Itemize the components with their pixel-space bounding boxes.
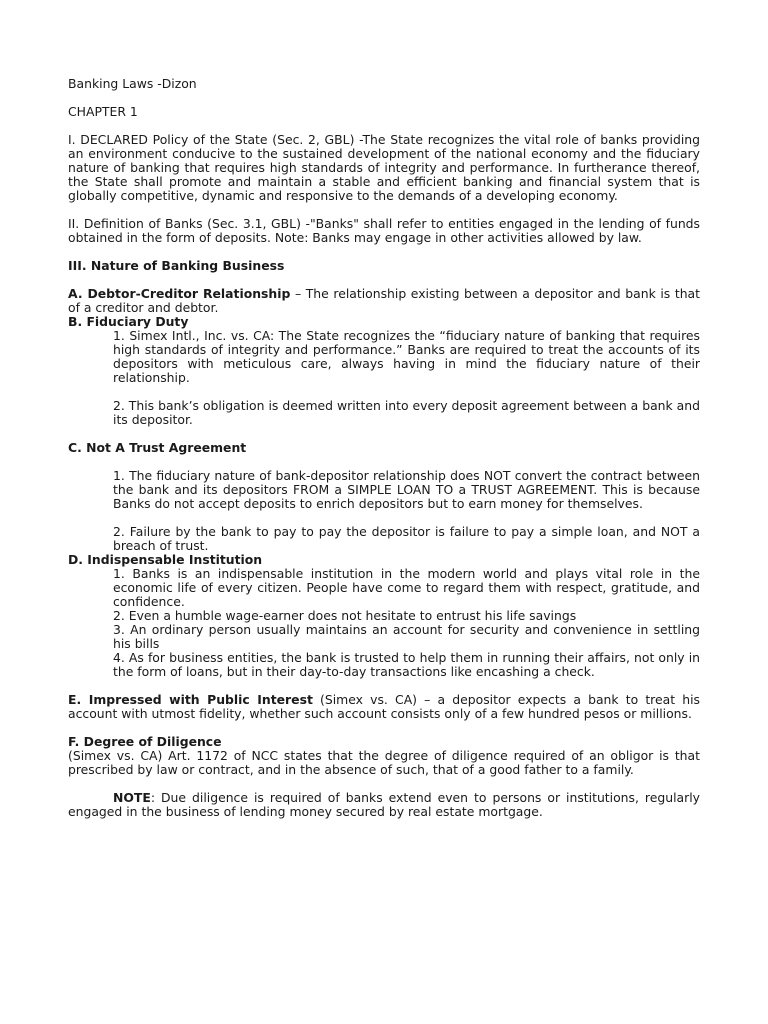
subsection-c-item-1: 1. The fiduciary nature of bank-depositor relationship does NOT convert the contract between the bank and its depositors FROM a SIMPLE LOAN TO a TRUST AGREEMENT. This is because Banks do not accept deposits to enrich depositors but to earn money for themselves. (113, 468, 700, 511)
subsection-b-item-1: 1. Simex Intl., Inc. vs. CA: The State recognizes the “fiduciary nature of banking that requires high standards of integrity and performance.” Banks are required to treat the accounts of its depositors with meticulous care, always having in mind the fiduciary nature of their relationship. (113, 328, 700, 385)
subsection-e (68, 693, 700, 721)
subsection-e-text: (Simex vs. CA) – a depositor expects a bank to treat his account with utmost fidelity, whether such account consists only of a few hundred pesos or millions. (68, 692, 700, 721)
subsection-a-heading: A. Debtor-Creditor Relationship (68, 286, 291, 301)
note-text: : Due diligence is required of banks extend even to persons or institutions, regularly engaged in the business of lending money secured by real estate mortgage. (68, 790, 700, 819)
subsection-a-text: – The relationship existing between a depositor and bank is that of a creditor and debtor. (68, 286, 700, 315)
document-title: Banking Laws -Dizon (68, 76, 197, 91)
subsection-f-text: (Simex vs. CA) Art. 1172 of NCC states that the degree of diligence required of an obligor is that prescribed by law or contract, and in the absence of such, that of a good father to a family. (68, 748, 700, 777)
subsection-a (68, 287, 700, 315)
section-definition-of-banks: II. Definition of Banks (Sec. 3.1, GBL) -"Banks" shall refer to entities engaged in the lending of funds obtained in the form of deposits. Note: Banks may engage in other activities allowed by law. (68, 216, 700, 245)
subsection-d-heading: D. Indispensable Institution (68, 552, 263, 567)
section-nature-heading: III. Nature of Banking Business (68, 258, 285, 273)
note-label: NOTE (113, 790, 151, 805)
document-body (68, 77, 700, 819)
subsection-d-item-4: 4. As for business entities, the bank is trusted to help them in running their affairs, not only in the form of loans, but in their day-to-day transactions like encashing a check. (113, 650, 700, 679)
subsection-b-heading: B. Fiduciary Duty (68, 314, 189, 329)
subsection-f-note (68, 791, 700, 819)
subsection-d-item-3: 3. An ordinary person usually maintains an account for security and convenience in settling his bills (113, 622, 700, 651)
subsection-b-item-2: 2. This bank’s obligation is deemed written into every deposit agreement between a bank and its depositor. (113, 398, 700, 427)
subsection-d-item-1: 1. Banks is an indispensable institution in the modern world and plays vital role in the economic life of every citizen. People have come to regard them with respect, gratitude, and confidence. (113, 566, 700, 609)
subsection-f-heading: F. Degree of Diligence (68, 734, 222, 749)
chapter-heading: CHAPTER 1 (68, 104, 138, 119)
subsection-c-heading: C. Not A Trust Agreement (68, 440, 247, 455)
subsection-d-item-2: 2. Even a humble wage-earner does not hesitate to entrust his life savings (113, 608, 577, 623)
section-declared-policy: I. DECLARED Policy of the State (Sec. 2, GBL) -The State recognizes the vital role of banks providing an environment conducive to the sustained development of the national economy and the fiduciary nature of banking that requires high standards of integrity and performance. In furtherance thereof, the State shall promote and maintain a stable and efficient banking and financial system that is globally competitive, dynamic and responsive to the demands of a developing economy. (68, 132, 700, 203)
subsection-c-item-2: 2. Failure by the bank to pay to pay the depositor is failure to pay a simple loan, and NOT a breach of trust. (113, 524, 700, 553)
subsection-e-heading: E. Impressed with Public Interest (68, 692, 313, 707)
